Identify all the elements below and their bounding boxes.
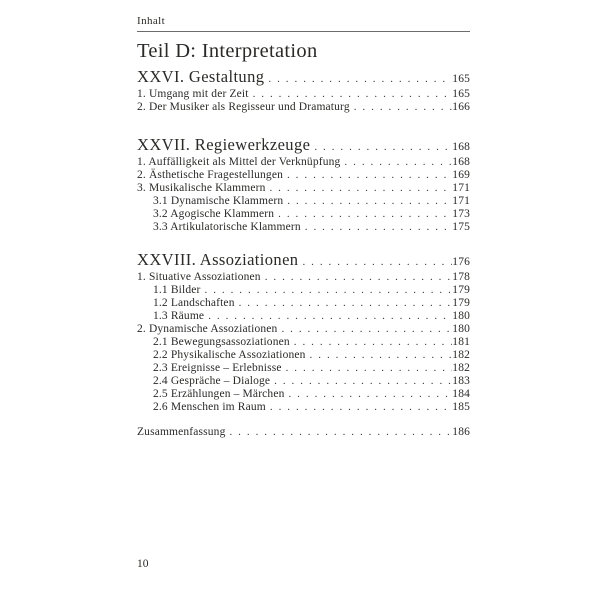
running-header: Inhalt xyxy=(137,15,166,27)
entry-label: XXVI. Gestaltung xyxy=(137,67,265,86)
dot-leader xyxy=(249,88,453,101)
entry-page-number: 165 xyxy=(452,88,470,100)
dot-leader xyxy=(340,156,452,169)
page-number-folio: 10 xyxy=(137,558,149,570)
entry-label: XXVIII. Assoziationen xyxy=(137,250,299,269)
dot-leader xyxy=(306,349,453,362)
entry-label: 1.1 Bilder xyxy=(153,284,201,296)
toc-section-heading xyxy=(137,136,470,156)
entry-label: 2. Dynamische Assoziationen xyxy=(137,323,278,335)
dot-leader xyxy=(201,284,453,297)
entry-page-number: 166 xyxy=(452,101,470,113)
entry-page-number: 168 xyxy=(452,156,470,168)
toc-section xyxy=(137,68,470,114)
entry-label: 1. Umgang mit der Zeit xyxy=(137,88,249,100)
entry-page-number: 168 xyxy=(452,141,470,153)
toc-entry xyxy=(137,388,470,401)
toc-entry xyxy=(137,195,470,208)
dot-leader xyxy=(204,310,452,323)
toc-entry-zusammenfassung xyxy=(137,426,470,439)
toc-section xyxy=(137,251,470,414)
dot-leader xyxy=(283,169,452,182)
toc-entry xyxy=(137,336,470,349)
entry-page-number: 169 xyxy=(452,169,470,181)
part-title: Teil D: Interpretation xyxy=(137,40,318,62)
entry-page-number: 178 xyxy=(452,271,470,283)
toc-entry xyxy=(137,362,470,375)
dot-leader xyxy=(265,182,452,195)
entry-label: Zusammenfassung xyxy=(137,426,226,438)
toc-entry xyxy=(137,208,470,221)
entry-label: 2.1 Bewegungsassoziationen xyxy=(153,336,290,348)
dot-leader xyxy=(282,362,453,375)
entry-label: 1. Situative Assoziationen xyxy=(137,271,261,283)
toc-entry xyxy=(137,221,470,234)
entry-label: 2. Der Musiker als Regisseur und Dramaturg xyxy=(137,101,350,113)
dot-leader xyxy=(270,375,452,388)
dot-leader xyxy=(266,401,452,414)
dot-leader xyxy=(277,323,452,336)
toc-section-heading xyxy=(137,251,470,271)
entry-page-number: 180 xyxy=(452,323,470,335)
entry-label: 2.6 Menschen im Raum xyxy=(153,401,266,413)
entry-page-number: 176 xyxy=(452,256,470,268)
toc-entry xyxy=(137,284,470,297)
entry-label: 1.3 Räume xyxy=(153,310,205,322)
entry-label: 1.2 Landschaften xyxy=(153,297,235,309)
entry-page-number: 186 xyxy=(452,426,470,438)
toc-sections xyxy=(137,68,470,414)
entry-label: 2.5 Erzählungen – Märchen xyxy=(153,388,285,400)
entry-label: 2.4 Gespräche – Dialoge xyxy=(153,375,271,387)
toc-section-heading xyxy=(137,68,470,88)
dot-leader xyxy=(310,139,452,156)
entry-label: 3. Musikalische Klammern xyxy=(137,182,266,194)
toc-entry xyxy=(137,156,470,169)
entry-label: 2. Ästhetische Fragestellungen xyxy=(137,169,283,181)
toc-entry xyxy=(137,169,470,182)
entry-page-number: 182 xyxy=(452,362,470,374)
entry-page-number: 179 xyxy=(452,284,470,296)
toc-entry xyxy=(137,101,470,114)
dot-leader xyxy=(235,297,453,310)
dot-leader xyxy=(350,101,453,114)
dot-leader xyxy=(274,208,452,221)
toc-entry xyxy=(137,401,470,414)
dot-leader xyxy=(261,271,453,284)
toc-entry xyxy=(137,182,470,195)
toc-section xyxy=(137,136,470,234)
entry-page-number: 185 xyxy=(452,401,470,413)
entry-label: 3.2 Agogische Klammern xyxy=(153,208,275,220)
entry-label: 3.1 Dynamische Klammern xyxy=(153,195,284,207)
dot-leader xyxy=(298,254,452,271)
dot-leader xyxy=(284,388,452,401)
entry-label: 1. Auffälligkeit als Mittel der Verknüpfung xyxy=(137,156,341,168)
entry-label: 3.3 Artikulatorische Klammern xyxy=(153,221,301,233)
toc-entry xyxy=(137,88,470,101)
entry-page-number: 165 xyxy=(452,73,470,85)
entry-page-number: 181 xyxy=(452,336,470,348)
toc-entry xyxy=(137,349,470,362)
dot-leader xyxy=(283,195,452,208)
toc-entry xyxy=(137,310,470,323)
entry-page-number: 175 xyxy=(452,221,470,233)
entry-page-number: 182 xyxy=(452,349,470,361)
entry-page-number: 171 xyxy=(452,182,470,194)
entry-page-number: 180 xyxy=(452,310,470,322)
entry-label: 2.3 Ereignisse – Erlebnisse xyxy=(153,362,282,374)
entry-label: 2.2 Physikalische Assoziationen xyxy=(153,349,306,361)
dot-leader xyxy=(264,71,452,88)
toc-entry xyxy=(137,323,470,336)
dot-leader xyxy=(225,426,452,439)
entry-page-number: 183 xyxy=(452,375,470,387)
dot-leader xyxy=(301,221,453,234)
toc-entry xyxy=(137,375,470,388)
entry-page-number: 179 xyxy=(452,297,470,309)
entry-page-number: 171 xyxy=(452,195,470,207)
toc-entry xyxy=(137,297,470,310)
dot-leader xyxy=(290,336,453,349)
header-rule xyxy=(137,31,470,32)
entry-page-number: 173 xyxy=(452,208,470,220)
toc-entry xyxy=(137,271,470,284)
toc-content xyxy=(137,15,470,439)
entry-page-number: 184 xyxy=(452,388,470,400)
entry-label: XXVII. Regiewerkzeuge xyxy=(137,135,311,154)
